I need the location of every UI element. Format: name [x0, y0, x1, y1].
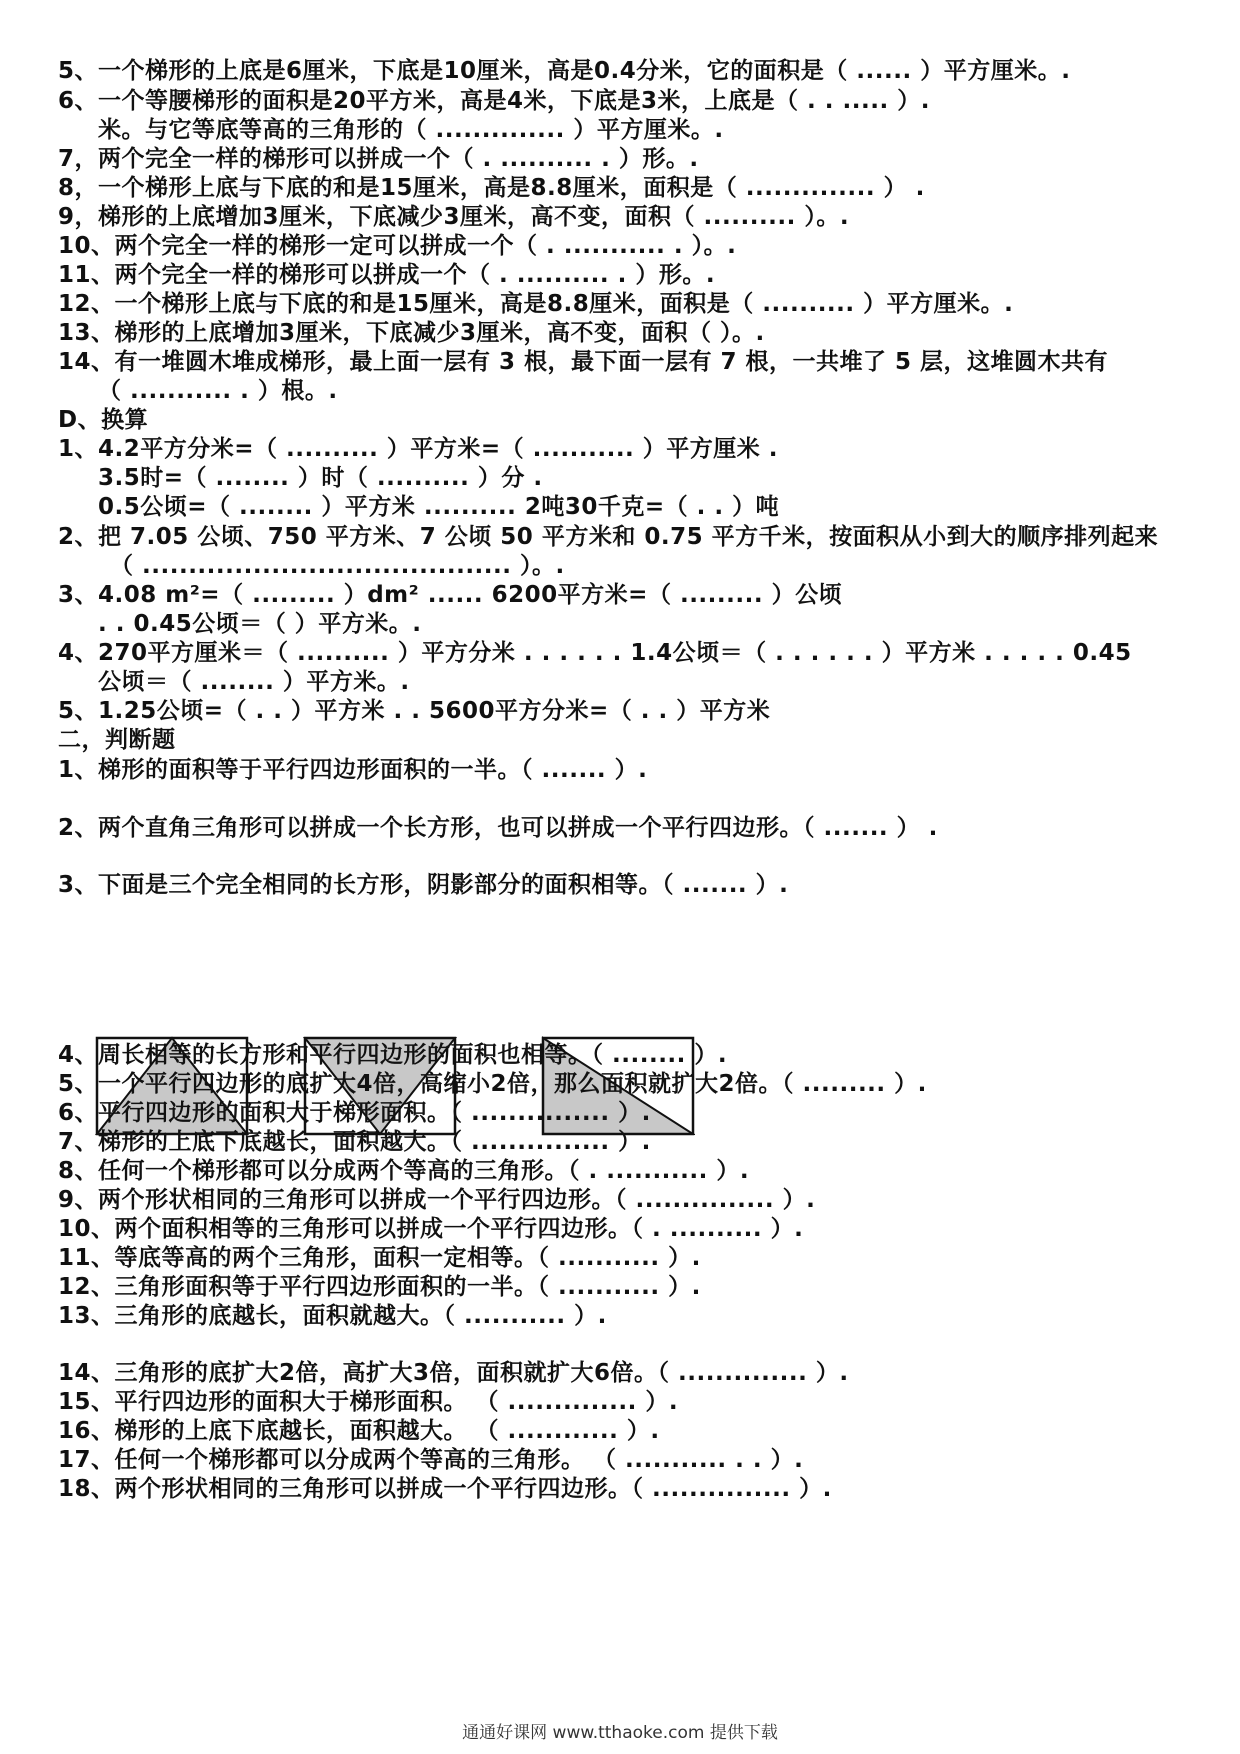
section-heading: D、换算 [58, 407, 149, 433]
question-line: 12、一个梯形上底与下底的和是15厘米，高是8.8厘米，面积是（ .......... ）平方厘米。. [58, 291, 1014, 317]
question-line: 7，两个完全一样的梯形可以拼成一个（ . .......... . ）形。. [58, 146, 699, 172]
question-line: 3.5时=（ ........ ）时（ .......... ）分 . [98, 465, 543, 491]
question-line: 5、一个梯形的上底是6厘米，下底是10厘米，高是0.4分米，它的面积是（ ...... ）平方厘米。. [58, 58, 1071, 84]
question-line: 10、两个完全一样的梯形一定可以拼成一个（ . ........... . ）。. [58, 233, 737, 259]
question-line: 13、梯形的上底增加3厘米，下底减少3厘米，高不变，面积（ ）。. [58, 320, 765, 346]
question-line: 18、两个形状相同的三角形可以拼成一个平行四边形。（ ............... ）. [58, 1476, 832, 1502]
question-line: 9，梯形的上底增加3厘米，下底减少3厘米，高不变，面积（ .......... ）。. [58, 204, 850, 230]
question-line: . . 0.45公顷＝（ ）平方米。. [98, 611, 422, 637]
question-line: 11、两个完全一样的梯形可以拼成一个（ . .......... . ）形。. [58, 262, 716, 288]
question-line: 2、两个直角三角形可以拼成一个长方形，也可以拼成一个平行四边形。（ ....... ） . [58, 815, 938, 841]
question-line: 11、等底等高的两个三角形，面积一定相等。（ ........... ）. [58, 1245, 701, 1271]
question-line: 16、梯形的上底下底越长，面积越大。 （ ............ ）. [58, 1418, 660, 1444]
question-line: 15、平行四边形的面积大于梯形面积。 （ .............. ）. [58, 1389, 679, 1415]
question-line: 14、三角形的底扩大2倍，高扩大3倍，面积就扩大6倍。（ .............. ）. [58, 1360, 849, 1386]
question-line: 4、270平方厘米＝（ .......... ）平方分米 . . . . . . 1.4公顷＝（ . . . . . . ）平方米 . . . . . 0.45 [58, 640, 1132, 666]
question-line: 2、把 7.05 公顷、750 平方米、7 公顷 50 平方米和 0.75 平方千米，按面积从小到大的顺序排列起来 [58, 524, 1159, 550]
question-line: 9、两个形状相同的三角形可以拼成一个平行四边形。（ ............... ）. [58, 1187, 816, 1213]
question-line: 0.5公顷=（ ........ ）平方米 .......... 2吨30千克=（ . . ）吨 [98, 494, 780, 520]
question-line: 10、两个面积相等的三角形可以拼成一个平行四边形。（ . .......... ）. [58, 1216, 804, 1242]
question-line: 17、任何一个梯形都可以分成两个等高的三角形。 （ ........... . . ）. [58, 1447, 804, 1473]
question-line: 4、周长相等的长方形和平行四边形的面积也相等。（ ........ ）. [58, 1042, 728, 1068]
footer-credit: 通通好课网 www.tthaoke.com 提供下载 [462, 1723, 778, 1743]
question-line: 12、三角形面积等于平行四边形面积的一半。（ ........... ）. [58, 1274, 701, 1300]
question-line: 5、1.25公顷=（ . . ）平方米 . . 5600平方分米=（ . . ）平方米 [58, 698, 771, 724]
question-line: 公顷＝（ ........ ）平方米。. [98, 669, 410, 695]
question-line: （ ........................................ ）。. [110, 553, 565, 579]
question-line: 3、下面是三个完全相同的长方形，阴影部分的面积相等。（ ....... ）. [58, 872, 789, 898]
question-line: 8，一个梯形上底与下底的和是15厘米，高是8.8厘米，面积是（ .............. ） . [58, 175, 925, 201]
section-heading: 二，判断题 [58, 727, 176, 753]
question-line: （ ........... . ）根。. [98, 378, 338, 404]
question-line: 6、平行四边形的面积大于梯形面积。（ ............... ）. [58, 1100, 651, 1126]
question-line: 1、梯形的面积等于平行四边形面积的一半。（ ....... ）. [58, 757, 648, 783]
question-line: 13、三角形的底越长，面积就越大。（ ........... ）. [58, 1303, 607, 1329]
question-line: 5、一个平行四边形的底扩大4倍，高缩小2倍，那么面积就扩大2倍。（ ......... ）. [58, 1071, 927, 1097]
question-line: 14、有一堆圆木堆成梯形，最上面一层有 3 根，最下面一层有 7 根，一共堆了 5 层，这堆圆木共有 [58, 349, 1109, 375]
question-line: 1、4.2平方分米=（ .......... ）平方米=（ ........... ）平方厘米 . [58, 436, 779, 462]
question-line: 7、梯形的上底下底越长，面积越大。（ ............... ）. [58, 1129, 651, 1155]
question-line: 米。与它等底等高的三角形的（ .............. ）平方厘米。. [98, 117, 724, 143]
question-line: 6、一个等腰梯形的面积是20平方米，高是4米，下底是3米，上底是（ . . ..... ）. [58, 88, 930, 114]
question-line: 3、4.08 m²=（ ......... ）dm² ...... 6200平方米=（ ......... ）公顷 [58, 582, 843, 608]
question-line: 8、任何一个梯形都可以分成两个等高的三角形。（ . ........... ）. [58, 1158, 750, 1184]
